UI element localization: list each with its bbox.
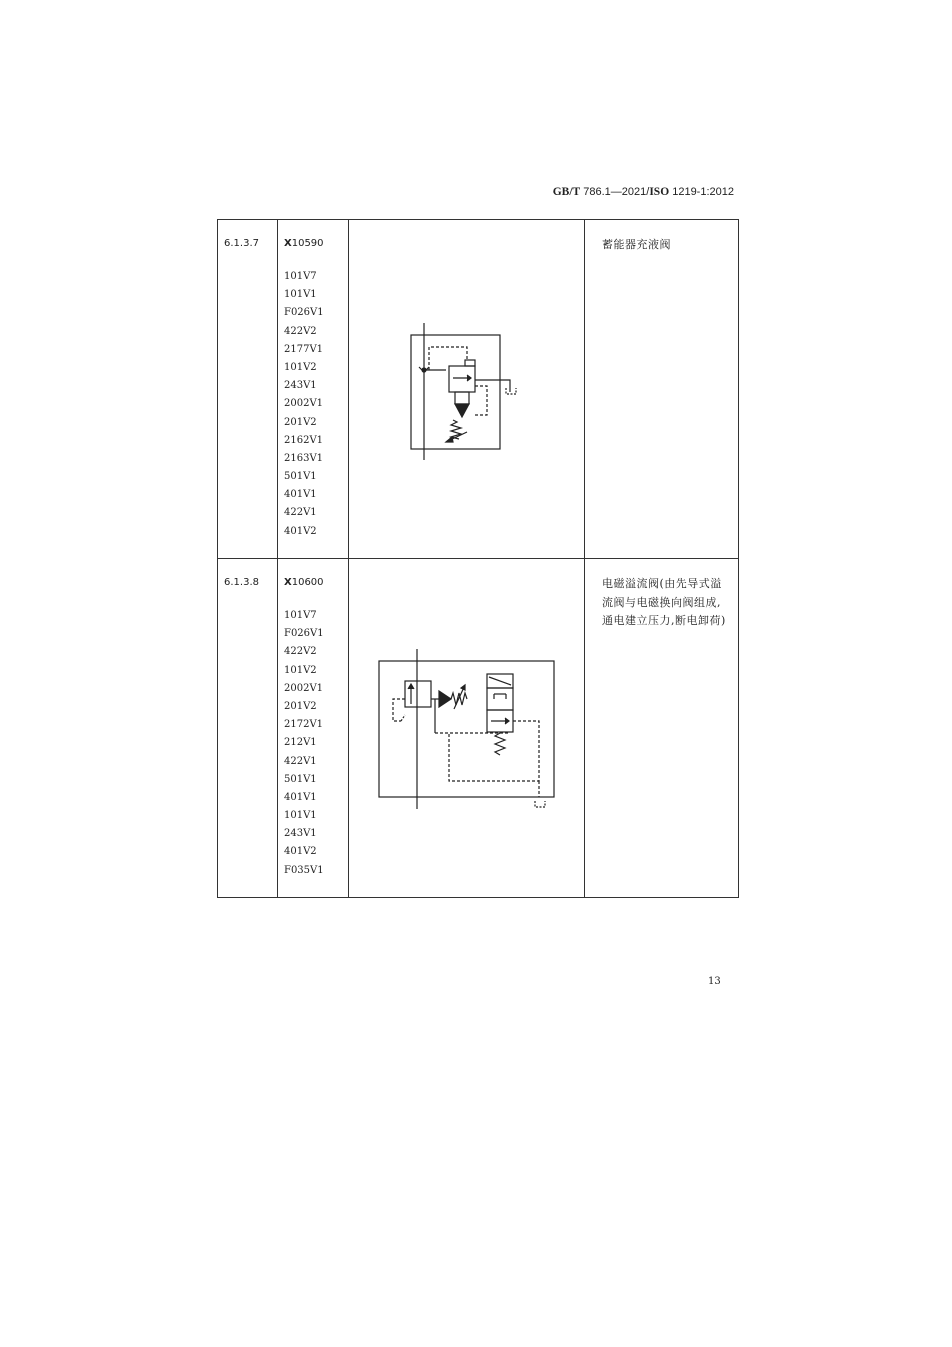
document-header bbox=[553, 186, 734, 198]
list-item: 2002V1 bbox=[284, 398, 324, 410]
list-item: 2172V1 bbox=[284, 719, 324, 731]
symbol-cell bbox=[349, 220, 585, 559]
standard-code-iso: ISO bbox=[649, 186, 670, 198]
standard-number-iso: 1219-1:2012 bbox=[669, 186, 734, 198]
table-row bbox=[218, 220, 739, 559]
list-item: 422V1 bbox=[284, 507, 317, 519]
list-item: 401V2 bbox=[284, 525, 317, 537]
symbol-code: X10600 bbox=[284, 577, 324, 588]
list-item: F026V1 bbox=[284, 628, 324, 640]
list-item: 101V2 bbox=[284, 361, 317, 373]
list-item: 401V1 bbox=[284, 489, 317, 501]
list-item: 101V2 bbox=[284, 664, 317, 676]
standard-number-gb: 786.1—2021/ bbox=[580, 186, 650, 198]
list-item: 2177V1 bbox=[284, 343, 324, 355]
list-item: 422V2 bbox=[284, 325, 317, 337]
list-item: 422V1 bbox=[284, 755, 317, 767]
module-list bbox=[284, 268, 348, 541]
list-item: 101V7 bbox=[284, 271, 317, 282]
list-item: 401V2 bbox=[284, 846, 317, 858]
list-item: 212V1 bbox=[284, 737, 317, 749]
list-item: 422V2 bbox=[284, 646, 317, 658]
symbol-table bbox=[217, 219, 739, 898]
list-item: 101V1 bbox=[284, 289, 317, 301]
list-item: 401V1 bbox=[284, 791, 317, 803]
list-item: F035V1 bbox=[284, 864, 324, 876]
list-item: F026V1 bbox=[284, 307, 324, 319]
list-item: 201V2 bbox=[284, 416, 317, 428]
list-item: 501V1 bbox=[284, 471, 317, 483]
list-item: 2162V1 bbox=[284, 434, 324, 446]
accumulator-charging-valve-symbol bbox=[349, 220, 584, 558]
list-item: 101V7 bbox=[284, 610, 317, 621]
list-item: 243V1 bbox=[284, 828, 317, 840]
list-item: 2163V1 bbox=[284, 452, 324, 464]
symbol-description: 电磁溢流阀(由先导式溢流阀与电磁换向阀组成,通电建立压力,断电卸荷) bbox=[602, 577, 726, 627]
module-list bbox=[284, 607, 348, 880]
item-number: 6.1.3.7 bbox=[224, 238, 259, 249]
list-item: 2002V1 bbox=[284, 682, 324, 694]
item-number: 6.1.3.8 bbox=[224, 577, 259, 588]
symbol-code: X10590 bbox=[284, 238, 324, 249]
symbol-cell bbox=[349, 559, 585, 898]
list-item: 243V1 bbox=[284, 380, 317, 392]
list-item: 501V1 bbox=[284, 773, 317, 785]
page-number: 13 bbox=[708, 976, 721, 987]
list-item: 101V1 bbox=[284, 810, 317, 822]
solenoid-relief-valve-symbol bbox=[349, 559, 584, 897]
standard-code-gb: GB/T bbox=[552, 186, 581, 198]
table-row bbox=[218, 559, 739, 898]
list-item: 201V2 bbox=[284, 700, 317, 712]
symbol-description: 蓄能器充液阀 bbox=[602, 238, 671, 251]
